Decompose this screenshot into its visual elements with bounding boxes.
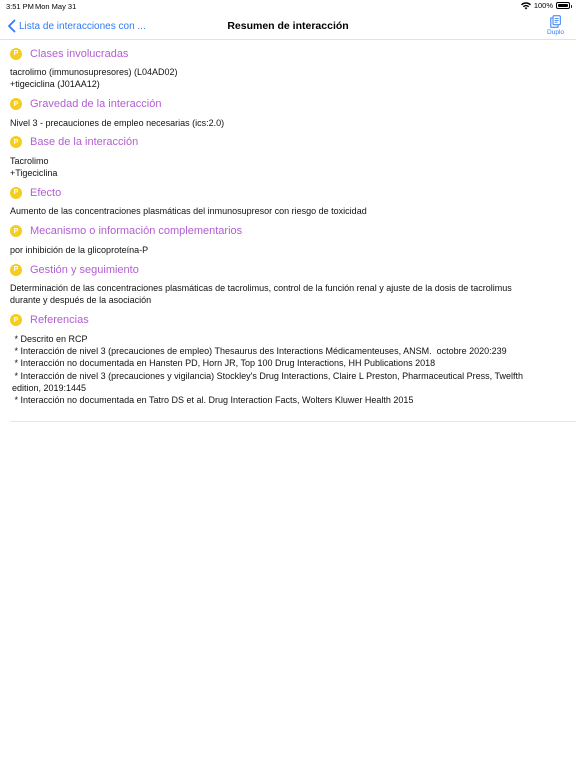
badge-p-icon: P [10,264,22,276]
battery-fill [558,4,568,7]
navigation-bar [0,12,576,40]
badge-p-icon: P [10,48,22,60]
section-body [10,155,572,180]
status-time: 3:51 PM [6,2,34,11]
section-text-line: Aumento de las concentraciones plasmáticas del inmunosupresor con riesgo de toxicidad [10,206,367,217]
section-title: Efecto [30,186,62,199]
section-text-line: * Interacción no documentada en Tatro DS et al. Drug Interaction Facts, Wolters Kluwer Health 2015 [12,395,414,406]
wifi-icon [521,2,531,10]
duplicate-button-label: Duplo [547,29,564,36]
section-text-line: +Tigeciclina [10,168,58,179]
battery-percent: 100% [533,1,553,10]
badge-p-icon: P [10,225,22,237]
badge-p-icon: P [10,136,22,148]
section-title: Base de la interacción [30,136,139,149]
duplicate-document-icon [550,15,561,28]
status-right [521,1,570,10]
section-text-line: edition, 2019:1445 [12,382,87,393]
section-title: Clases involucradas [30,47,129,60]
section-header [10,222,572,241]
section-text-line: * Interacción no documentada en Hansten PD, Horn JR, Top 100 Drug Interactions, HH Publications 2018 [12,358,436,369]
section-title: Gestión y seguimiento [30,263,139,276]
battery-icon [556,2,570,9]
section-header [10,311,572,330]
section-text-line: +tigeciclina (J01AA12) [10,79,100,90]
section-body [10,66,572,91]
section-text-line: * Interacción de nivel 3 (precauciones de empleo) Thesaurus des Interactions Médicamenteuses, ANSM. octobre 2020:239 [12,345,507,356]
badge-p-icon: P [10,98,22,110]
interaction-summary [10,40,572,406]
section-text-line: durante y después de la asociación [10,295,152,306]
section-header [10,44,572,63]
duplicate-button[interactable] [547,15,564,36]
section-text-line: tacrolimo (immunosupresores) (L04AD02) [10,67,178,77]
badge-p-icon: P [10,187,22,199]
section-body [10,117,572,129]
section-body [10,244,572,256]
section-title: Mecanismo o información complementarios [30,225,243,238]
section-body [10,282,572,307]
badge-p-icon: P [10,314,22,326]
section-text-line: por inhibición de la glicoproteína-P [10,244,149,255]
section-title: Gravedad de la interacción [30,98,162,111]
section-text-line: * Descrito en RCP [12,333,88,344]
status-date: Mon May 31 [35,2,77,11]
section-header [10,133,572,152]
page-title: Resumen de interacción [227,20,349,32]
status-bar [0,0,576,12]
section-header [10,260,572,279]
section-text-line: Determinación de las concentraciones plasmáticas de tacrolimus, control de la función renal y ajuste de la dosis de tacrolimus [10,283,512,294]
section-header [10,95,572,114]
section-title: Referencias [30,314,89,327]
section-text-line: * Interacción de nivel 3 (precauciones y vigilancia) Stockley's Drug Interactions, Claire L Preston, Pharmaceutical Press, Twelfth [12,370,523,381]
section-text-line: Nivel 3 - precauciones de empleo necesarias (ics:2.0) [10,117,225,128]
section-header [10,183,572,202]
section-body [10,205,572,217]
back-button-label: Lista de interacciones con ... [19,20,146,32]
content-divider [10,421,576,422]
section-text-line: Tacrolimo [10,155,49,166]
section-body [10,333,572,407]
